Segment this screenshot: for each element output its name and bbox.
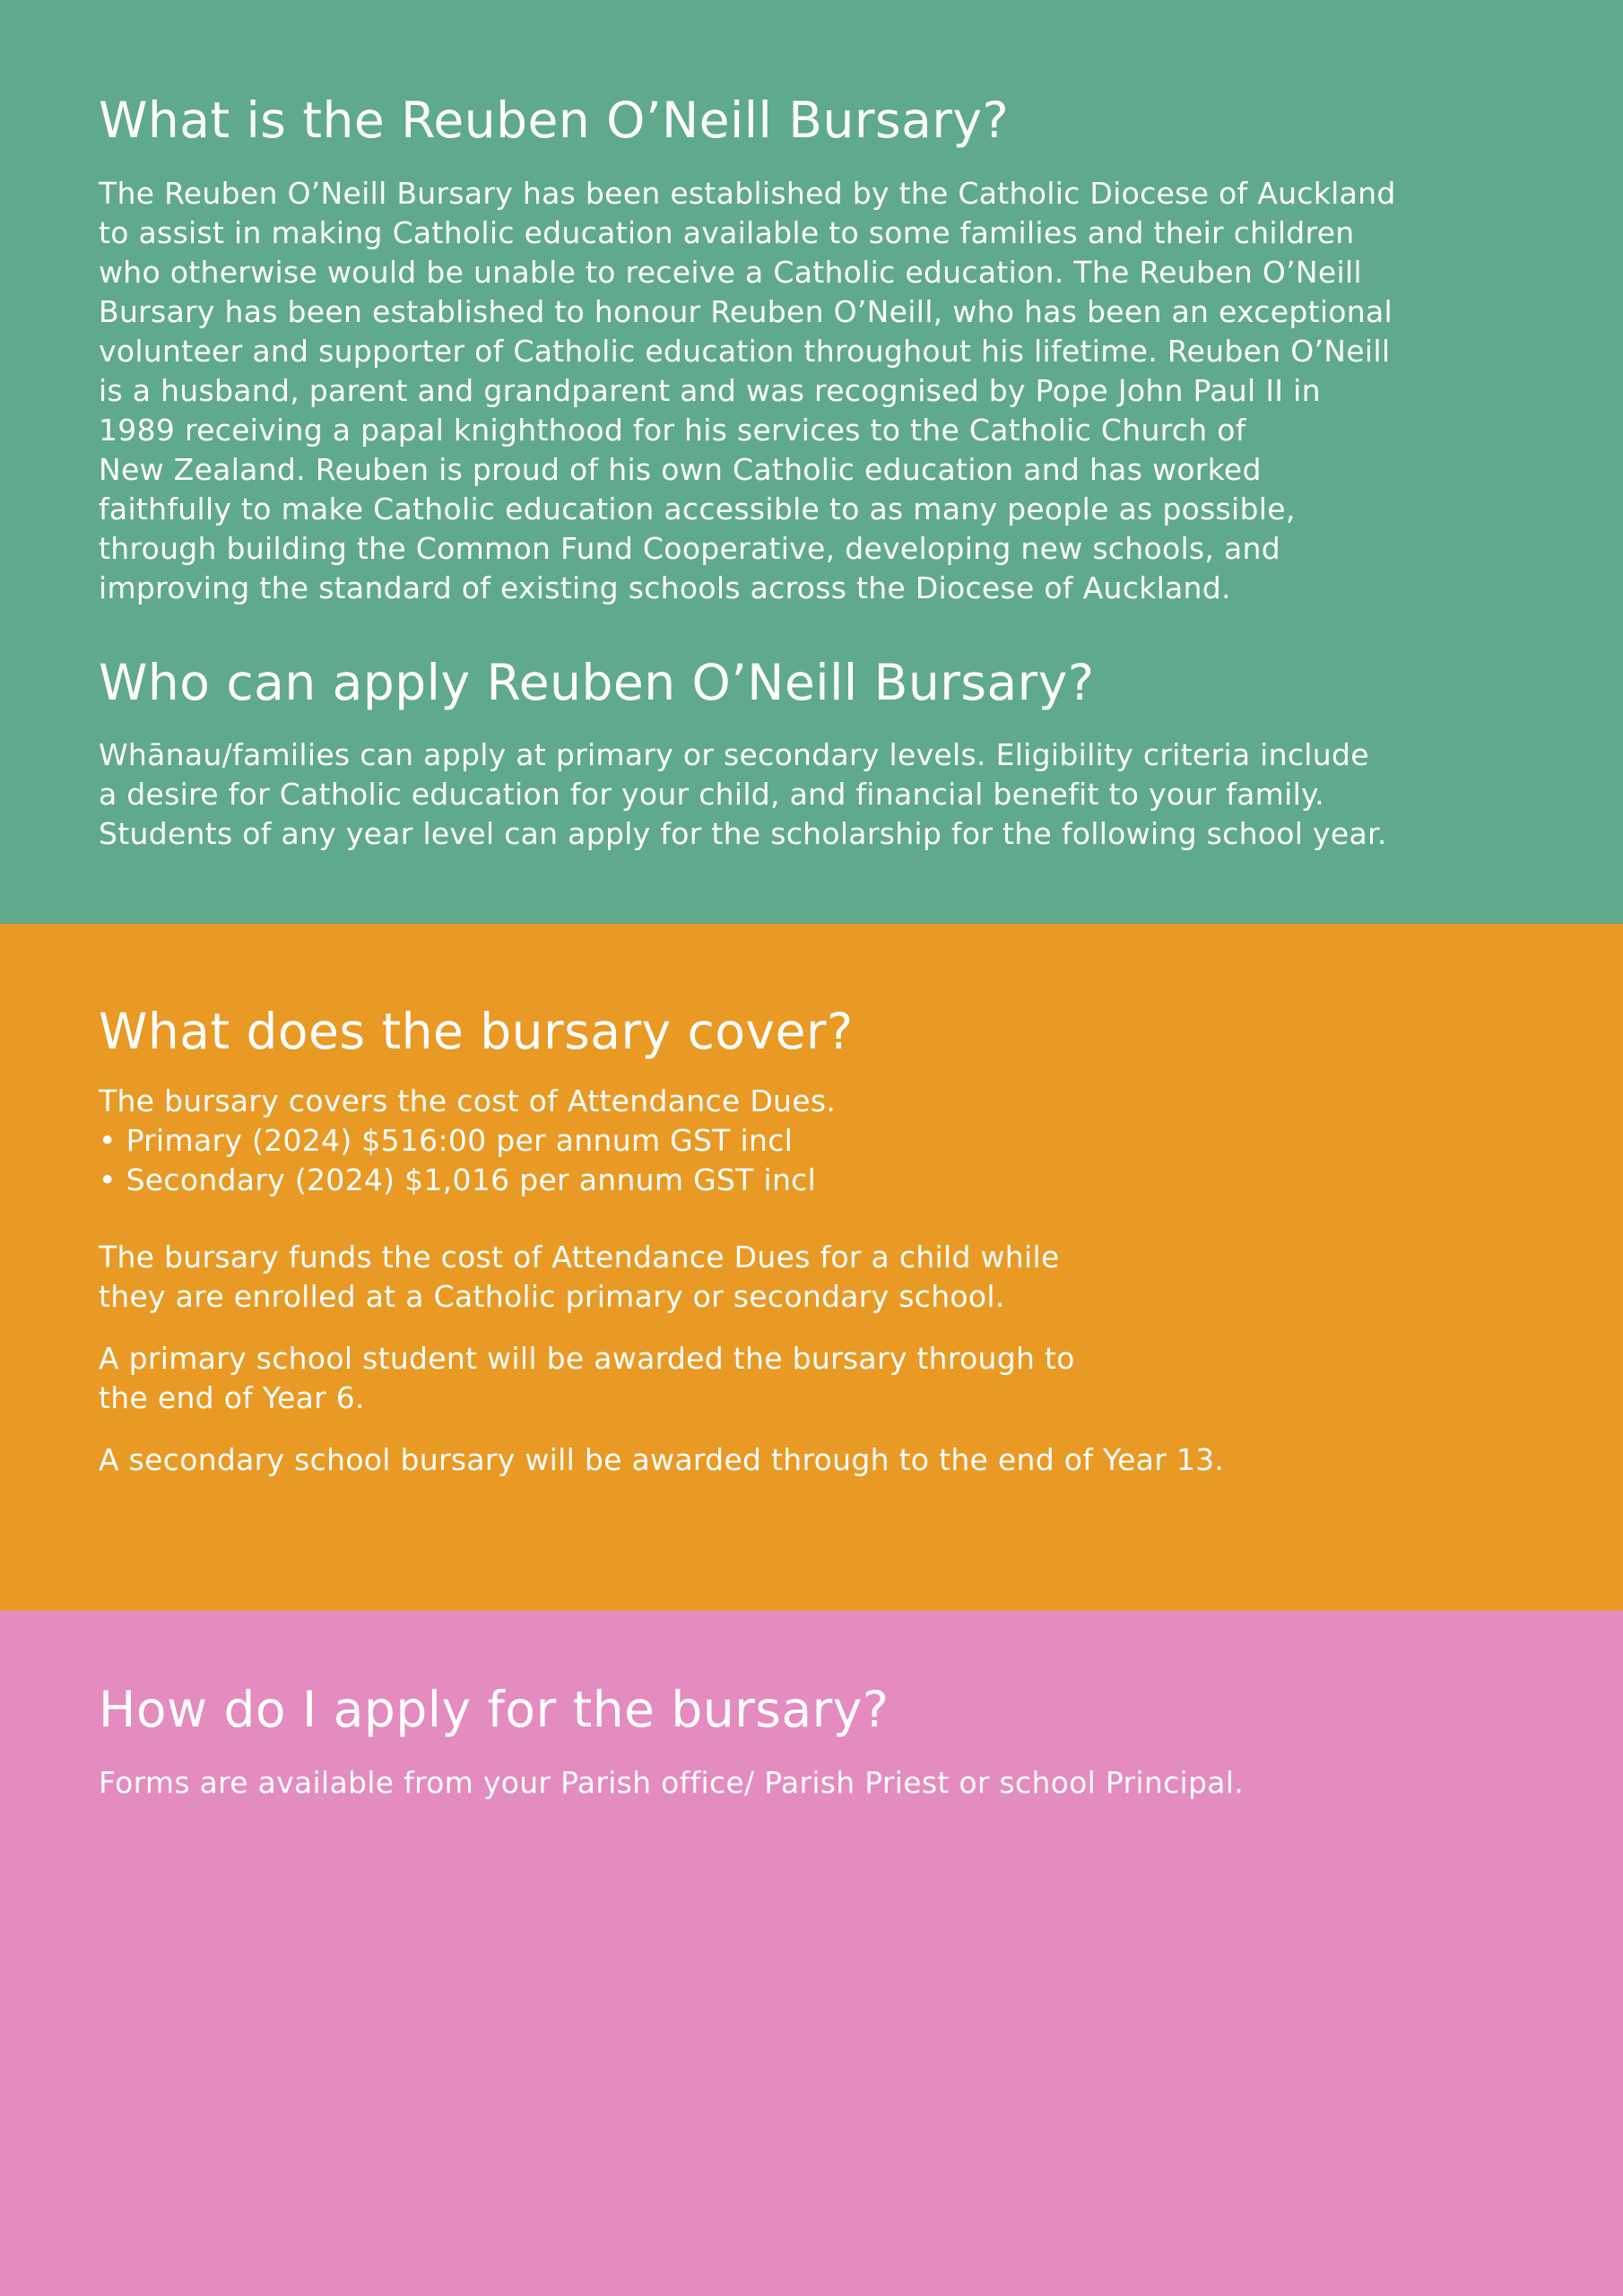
heading-how-to-apply: How do I apply for the bursary?: [99, 1681, 890, 1738]
fee-list-item-secondary: • Secondary (2024) $1,016 per annum GST incl: [99, 1161, 836, 1200]
paragraph-primary-award: A primary school student will be awarded the bursary through to the end of Year 6.: [99, 1341, 1075, 1415]
heading-what-is-bursary: What is the Reuben O’Neill Bursary?: [99, 91, 1010, 149]
section-about-bursary: [0, 0, 1623, 924]
heading-what-does-bursary-cover: What does the bursary cover?: [99, 1003, 854, 1060]
paragraph-cover-intro: The bursary covers the cost of Attendance Dues.: [99, 1083, 837, 1118]
cover-details: [99, 1082, 836, 1200]
heading-who-can-apply: Who can apply Reuben O’Neill Bursary?: [99, 654, 1095, 711]
paragraph-secondary-award: A secondary school bursary will be awarded through to the end of Year 13.: [99, 1442, 1225, 1477]
section-bursary-cover: [0, 924, 1623, 1611]
paragraph-application-forms: Forms are available from your Parish office/ Parish Priest or school Principal.: [99, 1765, 1245, 1800]
paragraph-funding: The bursary funds the cost of Attendance Dues for a child while they are enrolled at a Catholic primary or secondary school.: [99, 1239, 1060, 1314]
fee-list-item-primary: • Primary (2024) $516:00 per annum GST incl: [99, 1121, 836, 1161]
paragraph-about-bursary: The Reuben O’Neill Bursary has been established by the Catholic Diocese of Auckland to assist in making Catholic education available to some families and their children who otherwise would be unable to receive a Catholic education. The Reuben O’Neill Bursary has been established to honour Reuben O’Neill, who has been an exceptional volunteer and supporter of Catholic education throughout his lifetime. Reuben O’Neill is a husband, parent and grandparent and was recognised by Pope John Paul II in 1989 receiving a papal knighthood for his services to the Catholic Church of New Zealand. Reuben is proud of his own Catholic education and has worked faithfully to make Catholic education accessible to as many people as possible, through building the Common Fund Cooperative, developing new schools, and improving the standard of existing schools across the Diocese of Auckland.: [99, 176, 1396, 605]
section-how-to-apply: [0, 1611, 1623, 2296]
fee-list: [99, 1121, 836, 1200]
paragraph-eligibility: Whānau/families can apply at primary or secondary levels. Eligibility criteria include a desire for Catholic education for your child, and financial benefit to your family. Students of any year level can apply for the scholarship for the following school year.: [99, 737, 1387, 851]
